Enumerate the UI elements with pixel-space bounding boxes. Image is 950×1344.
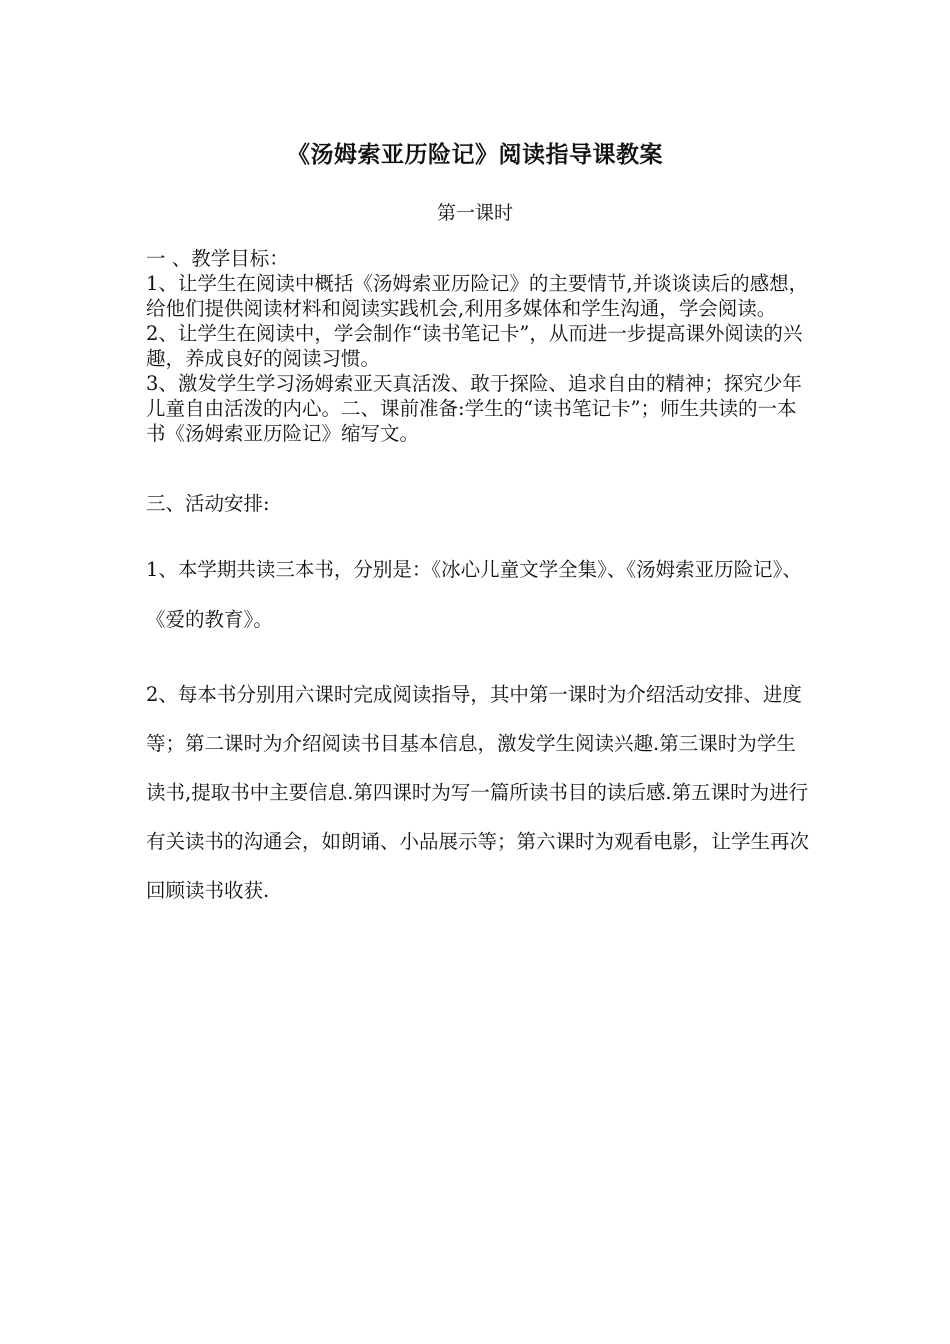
teaching-goal-item: 3、激发学生学习汤姆索亚天真活泼、敢于探险、追求自由的精神；探究少年儿童自由活泼的内心。二、课前准备:学生的“读书笔记卡”；师生共读的一本书《汤姆索亚历险记》缩写文。 <box>146 372 802 445</box>
activity-plan-item: 2、每本书分别用六课时完成阅读指导，其中第一课时为介绍活动安排、进度等；第二课时为介绍阅读书目基本信息，激发学生阅读兴趣.第三课时为学生读书,提取书中主要信息.第四课时为写一篇所读书目的读后感.第五课时为进行有关读书的沟通会，如朗诵、小品展示等；第六课时为观看电影，让学生再次回顾读书收获. <box>146 683 810 902</box>
activity-plan-item: 1、本学期共读三本书，分别是：《冰心儿童文学全集》、《汤姆索亚历险记》、《爱的教育》。 <box>146 558 802 631</box>
activity-plan-heading: 三、活动安排: <box>146 492 270 515</box>
teaching-goal-item: 1、让学生在阅读中概括《汤姆索亚历险记》的主要情节,并谈谈读后的感想，给他们提供阅读材料和阅读实践机会,利用多媒体和学生沟通，学会阅读。 <box>146 272 809 320</box>
lesson-period: 第一课时 <box>436 202 513 224</box>
teaching-goal-item: 2、让学生在阅读中，学会制作“读书笔记卡”，从而进一步提高课外阅读的兴趣，养成良好的阅读习惯。 <box>146 322 803 370</box>
teaching-goals-heading: 一 、教学目标： <box>146 247 289 270</box>
document-title: 《汤姆索亚历险记》阅读指导课教案 <box>287 142 663 168</box>
teaching-goals-section <box>146 246 810 446</box>
